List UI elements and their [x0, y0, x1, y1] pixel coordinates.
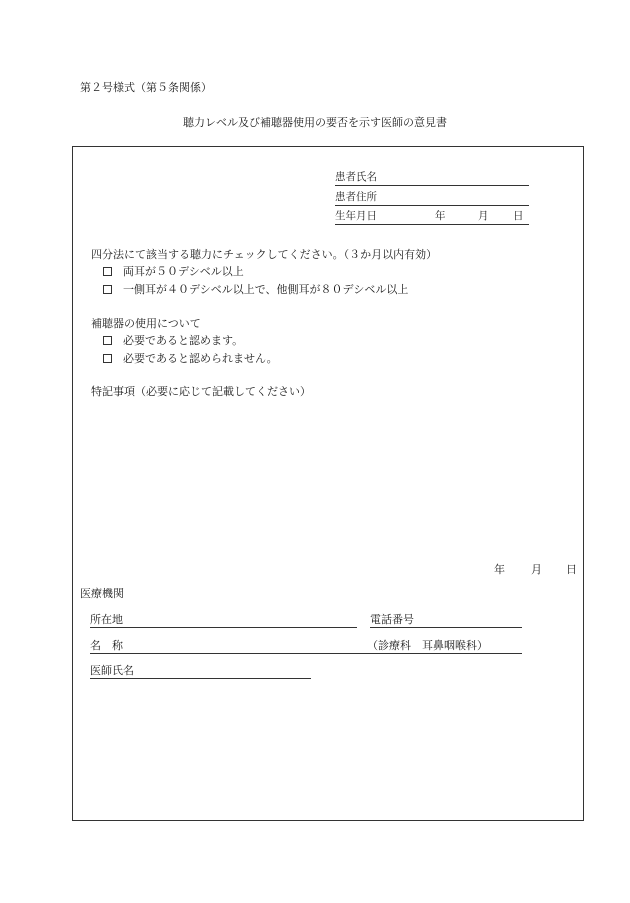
birth-month-label: 月 — [478, 210, 489, 222]
department-label: （診療科 耳鼻咽喉科） — [367, 639, 488, 652]
notes-label: 特記事項（必要に応じて記載してください） — [91, 385, 311, 398]
signature-date[interactable] — [494, 563, 577, 576]
sign-day-label: 日 — [566, 563, 577, 576]
checkbox-icon[interactable] — [103, 336, 112, 345]
hearing-aid-question: 補聴器の使用について — [91, 317, 201, 330]
birth-year-label: 年 — [435, 210, 446, 222]
hearing-option-one-ear[interactable] — [103, 284, 408, 295]
institution-address-label: 所在地 — [90, 613, 123, 626]
institution-name-label: 名 称 — [90, 639, 123, 652]
notes-area[interactable] — [90, 405, 560, 545]
sign-year-label: 年 — [494, 563, 505, 576]
sign-month-label: 月 — [531, 563, 542, 576]
checkbox-icon[interactable] — [103, 267, 112, 276]
hearing-option-label: 両耳が５０デシベル以上 — [123, 265, 244, 278]
institution-name-field[interactable] — [90, 640, 522, 654]
hearing-aid-option-label: 必要であると認めます。 — [123, 334, 244, 347]
birth-day-label: 日 — [513, 210, 524, 222]
institution-phone-label: 電話番号 — [370, 613, 414, 626]
birthdate-label: 生年月日 — [335, 210, 377, 222]
patient-address-label: 患者住所 — [335, 191, 377, 203]
patient-address-field[interactable] — [335, 192, 529, 206]
checkbox-icon[interactable] — [103, 285, 112, 294]
doctor-name-label: 医師氏名 — [90, 664, 134, 677]
institution-address-field[interactable] — [90, 614, 357, 628]
hearing-level-question: 四分法にて該当する聴力にチェックしてください。（３か月以内有効） — [91, 248, 438, 261]
document-title: 聴力レベル及び補聴器使用の要否を示す医師の意見書 — [183, 116, 447, 129]
hearing-aid-option-needed[interactable] — [103, 335, 243, 346]
patient-birthdate-field[interactable] — [335, 211, 529, 225]
institution-heading: 医療機関 — [80, 587, 124, 600]
hearing-option-label: 一側耳が４０デシベル以上で、他側耳が８０デシベル以上 — [123, 283, 409, 296]
institution-phone-field[interactable] — [370, 614, 522, 628]
hearing-option-both-ears[interactable] — [103, 266, 244, 277]
hearing-aid-option-not-needed[interactable] — [103, 353, 278, 364]
checkbox-icon[interactable] — [103, 354, 112, 363]
patient-name-label: 患者氏名 — [335, 171, 377, 183]
hearing-aid-option-label: 必要であると認められません。 — [123, 352, 278, 365]
doctor-name-field[interactable] — [90, 665, 311, 679]
form-number: 第２号様式（第５条関係） — [80, 81, 212, 94]
patient-name-field[interactable] — [335, 172, 529, 186]
